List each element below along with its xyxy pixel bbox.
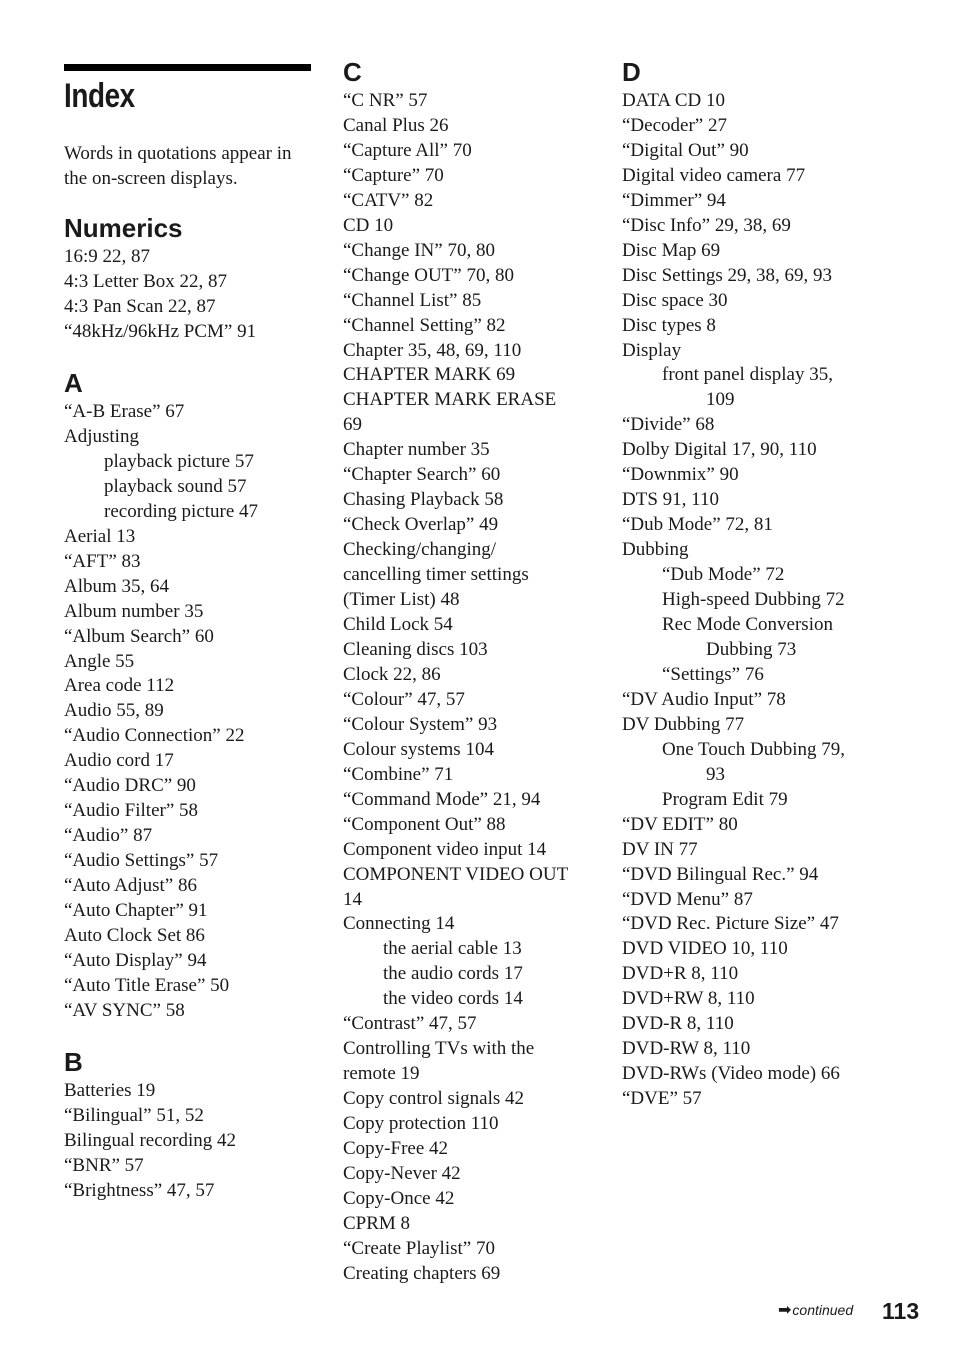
index-entry: “DVD Rec. Picture Size” 47 [622,913,839,935]
index-entry: “Capture All” 70 [343,139,472,161]
index-entry: DVD+R 8, 110 [622,963,739,985]
index-entry: DVD-R 8, 110 [622,1013,734,1035]
index-entry: COMPONENT VIDEO OUT [343,863,569,885]
section-heading-c: C [343,57,362,87]
index-entry: DVD VIDEO 10, 110 [622,938,788,960]
continued-label: continued [792,1302,854,1318]
index-entry: “Change OUT” 70, 80 [343,264,514,286]
index-entry: “Disc Info” 29, 38, 69 [622,214,791,236]
index-entry: CPRM 8 [343,1212,411,1234]
index-entry: Album 35, 64 [64,575,170,597]
index-entry: Adjusting [64,425,139,447]
index-entry: Cleaning discs 103 [343,638,488,660]
index-entry: (Timer List) 48 [343,589,460,611]
index-entry: “DVE” 57 [622,1088,702,1110]
index-entry: “DVD Bilingual Rec.” 94 [622,863,819,885]
index-entry: “Dub Mode” 72, 81 [622,514,773,536]
index-entry: Bilingual recording 42 [64,1129,237,1151]
index-entry: Chasing Playback 58 [343,489,504,511]
index-entry: “C NR” 57 [343,90,428,111]
index-entry: “Auto Adjust” 86 [64,875,197,897]
intro-text: Words in quotations appear in the on-screen displays. [64,143,292,189]
index-entry: “Album Search” 60 [64,625,214,647]
index-entry: DATA CD 10 [622,90,725,111]
index-entry: “DV EDIT” 80 [622,813,738,835]
index-entry: cancelling timer settings [343,564,529,586]
index-entry: “Channel List” 85 [343,289,482,311]
index-entry: “Audio” 87 [64,825,153,847]
index-entry: the aerial cable 13 [383,938,522,960]
index-entry: CHAPTER MARK ERASE [343,389,557,411]
index-entry: One Touch Dubbing 79, [662,738,846,760]
index-entry: “Colour” 47, 57 [343,688,465,710]
index-entry: Dubbing [622,539,689,561]
index-entry: Canal Plus 26 [343,114,449,136]
index-entry: Dubbing 73 [706,638,797,660]
index-entry: “Digital Out” 90 [622,139,749,161]
index-entry: DVD+RW 8, 110 [622,988,755,1010]
index-entry: Dolby Digital 17, 90, 110 [622,439,817,461]
index-entry: Area code 112 [64,675,175,697]
index-entry: “Change IN” 70, 80 [343,239,495,261]
index-entry: Copy-Free 42 [343,1138,449,1160]
index-entry: remote 19 [343,1063,420,1085]
index-entry: Copy control signals 42 [343,1088,525,1110]
index-entry: DVD-RW 8, 110 [622,1038,751,1060]
index-entry: “Decoder” 27 [622,114,727,136]
entry-list-a [64,400,314,1024]
index-entry: Clock 22, 86 [343,663,441,685]
index-entry: Program Edit 79 [662,788,788,810]
index-entry: Colour systems 104 [343,738,494,760]
index-entry: Checking/changing/ [343,539,497,561]
section-heading-b: B [64,1047,83,1077]
index-entry: “Check Overlap” 49 [343,514,499,536]
index-entry: Copy protection 110 [343,1113,499,1135]
index-entry: “Audio Settings” 57 [64,850,219,872]
index-entry: playback sound 57 [104,475,247,497]
index-entry: Auto Clock Set 86 [64,925,205,947]
index-entry: “A-B Erase” 67 [64,401,185,422]
index-entry: “Channel Setting” 82 [343,314,506,336]
section-heading-a: A [64,368,83,398]
index-entry: Rec Mode Conversion [662,614,833,636]
index-entry: Controlling TVs with the [343,1038,535,1060]
index-entry: the video cords 14 [383,988,523,1010]
index-entry: Digital video camera 77 [622,164,806,186]
index-entry: “Colour System” 93 [343,713,498,735]
index-entry: the audio cords 17 [383,963,523,985]
index-entry: “48kHz/96kHz PCM” 91 [64,320,257,342]
index-entry: front panel display 35, [662,364,833,386]
index-entry: 4:3 Letter Box 22, 87 [64,270,228,292]
index-entry: Disc Map 69 [622,239,721,261]
entry-list-d [622,89,922,1112]
index-entry: 69 [343,414,362,436]
index-entry: Chapter number 35 [343,439,490,461]
index-entry: “Auto Chapter” 91 [64,900,208,922]
index-entry: CD 10 [343,214,394,236]
index-entry: “DV Audio Input” 78 [622,688,786,710]
index-entry: Batteries 19 [64,1080,156,1101]
index-entry: “Dimmer” 94 [622,189,726,211]
continued-note [778,1301,853,1320]
index-entry: “Bilingual” 51, 52 [64,1104,204,1126]
title-rule [64,64,311,71]
entry-list-numerics [64,245,314,345]
index-entry: DV Dubbing 77 [622,713,745,735]
index-entry: “Auto Title Erase” 50 [64,974,230,996]
index-entry: “Audio Connection” 22 [64,725,245,747]
index-entry: Angle 55 [64,650,135,672]
index-entry: Copy-Once 42 [343,1187,455,1209]
index-entry: “AFT” 83 [64,550,141,572]
index-entry: “BNR” 57 [64,1154,144,1176]
index-entry: “Settings” 76 [662,663,764,685]
index-entry: Display [622,339,682,361]
index-entry: DV IN 77 [622,838,698,860]
index-entry: Chapter 35, 48, 69, 110 [343,339,522,361]
index-entry: “Command Mode” 21, 94 [343,788,541,810]
index-entry: Component video input 14 [343,838,547,860]
index-entry: “Downmix” 90 [622,464,739,486]
entry-list-c [343,89,603,1287]
index-entry: 109 [706,389,735,411]
index-entry: “Audio DRC” 90 [64,775,196,797]
entry-list-b [64,1079,314,1204]
index-entry: Connecting 14 [343,913,455,935]
index-entry: Aerial 13 [64,525,136,547]
index-entry: “CATV” 82 [343,189,434,211]
index-entry: recording picture 47 [104,500,259,522]
index-entry: 16:9 22, 87 [64,246,151,267]
index-entry: “Audio Filter” 58 [64,800,199,822]
index-entry: Disc Settings 29, 38, 69, 93 [622,264,833,286]
index-entry: “Chapter Search” 60 [343,464,501,486]
index-entry: “Dub Mode” 72 [662,564,785,586]
index-entry: Copy-Never 42 [343,1162,461,1184]
index-entry: “Auto Display” 94 [64,949,207,971]
index-entry: “Component Out” 88 [343,813,506,835]
index-entry: Album number 35 [64,600,204,622]
index-entry: “Contrast” 47, 57 [343,1013,477,1035]
index-entry: DTS 91, 110 [622,489,719,511]
index-entry: Audio cord 17 [64,750,174,772]
index-entry: CHAPTER MARK 69 [343,364,516,386]
index-entry: “Capture” 70 [343,164,444,186]
index-entry: DVD-RWs (Video mode) 66 [622,1063,840,1085]
section-heading-d: D [622,57,641,87]
index-entry: “Combine” 71 [343,763,454,785]
index-entry: “Divide” 68 [622,414,715,436]
index-entry: Disc space 30 [622,289,728,311]
index-entry: playback picture 57 [104,450,254,472]
index-entry: Audio 55, 89 [64,700,164,722]
right-arrow-icon: ➡ [778,1302,792,1319]
page-number: 113 [882,1298,920,1324]
index-entry: Disc types 8 [622,314,716,336]
index-entry: Child Lock 54 [343,614,453,636]
index-entry: High-speed Dubbing 72 [662,589,845,611]
index-entry: “DVD Menu” 87 [622,888,753,910]
index-entry: “Brightness” 47, 57 [64,1179,215,1201]
index-entry: Creating chapters 69 [343,1262,501,1284]
index-entry: “AV SYNC” 58 [64,999,185,1021]
index-entry: 14 [343,888,362,910]
index-entry: 93 [706,763,725,785]
section-heading-numerics: Numerics [64,213,183,243]
index-entry: “Create Playlist” 70 [343,1237,495,1259]
page-title: Index [64,77,135,115]
index-entry: 4:3 Pan Scan 22, 87 [64,295,216,317]
